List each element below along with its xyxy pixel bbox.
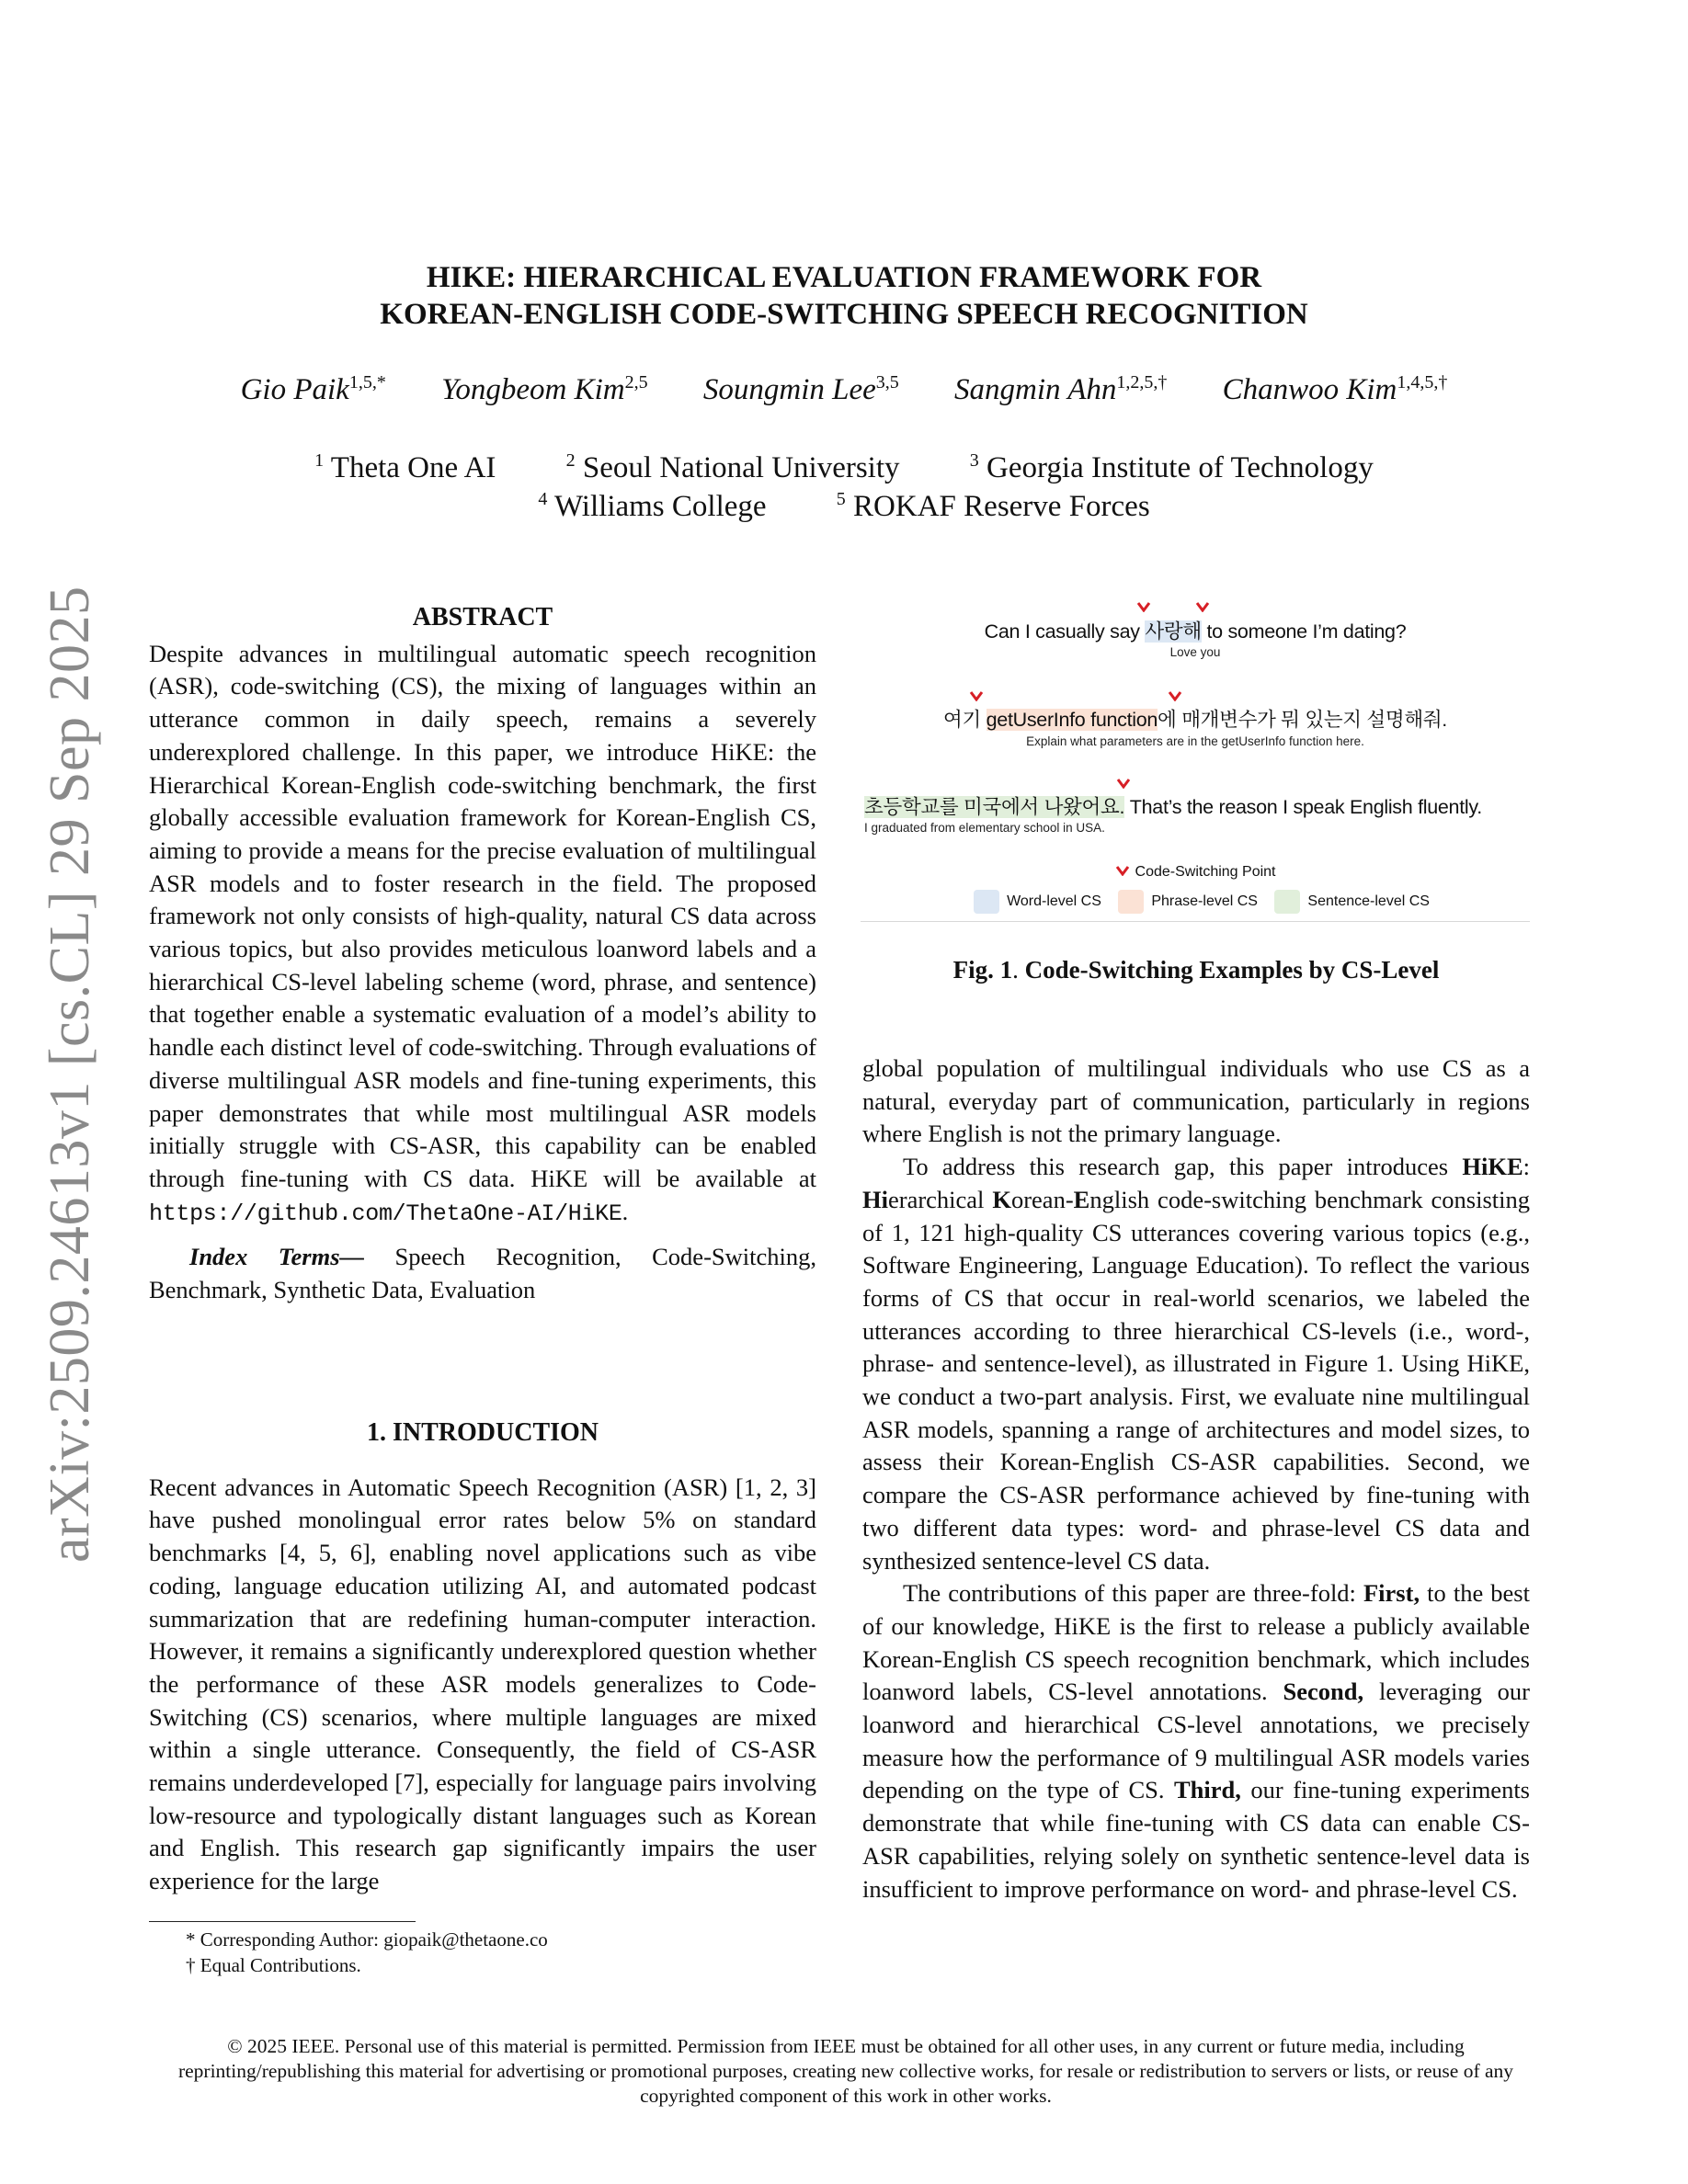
author: Soungmin Lee$^{3,5}$: [702, 372, 899, 406]
index-terms: Index Terms— Speech Recognition, Code-Switching, Benchmark, Synthetic Data, Evaluation: [149, 1243, 816, 1304]
arxiv-stamp: arXiv:2509.24613v1 [cs.CL] 29 Sep 2025: [39, 586, 101, 1563]
cs-point-chevron-icon: [1168, 690, 1182, 701]
example-3-translation: I graduated from elementary school in USA.: [864, 821, 1105, 835]
affiliations-row-1: [0, 450, 1688, 485]
author: Sangmin Ahn$^{1,2,5,\dagger}$: [954, 372, 1168, 406]
intro-paragraph-3: The contributions of this paper are three-fold: First, to the best of our knowledge, HiKE is the first to release a publicly available Korean-English CS speech recognition benchmark, which includes loanword labels, CS-level annotations. Second, leveraging our loanword and hierarchical CS-level annotations, we precisely measure how the performance of 9 multilingual ASR models varies depending on the type of CS. Third, our fine-tuning experiments demonstrate that while fine-tuning with CS data can enable CS-ASR capabilities, relying solely on synthetic sentence-level data is insufficient to improve performance on word- and phrase-level CS.: [862, 1579, 1530, 1903]
affiliation: $^1$ Theta One AI: [314, 450, 496, 484]
legend-levels: Word-level CS Phrase-level CS Sentence-level CS: [861, 890, 1530, 914]
example-phrase-level: 여기 getUserInfo function에 매개변수가 뭐 있는지 설명해줘.: [943, 709, 1447, 731]
chevron-down-icon: [1115, 864, 1130, 881]
phrase-level-highlight: getUserInfo function: [986, 709, 1158, 731]
figure-1-caption: Fig. 1. Code-Switching Examples by CS-Level: [952, 956, 1440, 984]
word-level-highlight: 사랑해: [1145, 620, 1202, 643]
introduction-heading: 1. INTRODUCTION: [366, 1418, 599, 1447]
affiliation: $^5$ ROKAF Reserve Forces: [836, 489, 1150, 523]
intro-paragraph-1: Recent advances in Automatic Speech Recognition (ASR) [1, 2, 3] have pushed monolingual error rates below 5% on standard benchmarks [4, 5, 6], enabling novel applications such as vibe coding, language education utilizing AI, and automated podcast summarization that are redefining human-computer interaction. However, it remains a significantly underexplored question whether the performance of these ASR models generalizes to Code-Switching (CS) scenarios, where multiple languages are mixed within a single utterance. Consequently, the field of CS-ASR remains underdeveloped [7], especially for language pairs involving low-resource and typologically distant languages such as Korean and English. This research gap significantly impairs the user experience for the large: [149, 1473, 816, 1895]
intro-paragraph-1-continued: global population of multilingual individuals who use CS as a natural, everyday part of communication, particularly in regions where English is not the primary language.: [862, 1054, 1530, 1148]
title-line-2: KOREAN-ENGLISH CODE-SWITCHING SPEECH RECOGNITION: [380, 298, 1308, 331]
author-list: [0, 372, 1688, 407]
affiliation: $^2$ Seoul National University: [565, 450, 900, 484]
cs-point-chevron-icon: [1136, 601, 1151, 612]
example-word-level: Can I casually say 사랑해 to someone I’m dating?: [984, 620, 1407, 643]
affiliation: $^4$ Williams College: [538, 489, 767, 523]
abstract-text: Despite advances in multilingual automatic speech recognition (ASR), code-switching (CS), the mixing of languages within an utterance common in daily speech, remains a severely underexplored challenge. In this paper, we introduce HiKE: the Hierarchical Korean-English code-switching benchmark, the first globally accessible evaluation framework for Korean-English CS, aiming to provide a means for the precise evaluation of multilingual ASR models and to foster research in the field. The proposed framework not only consists of high-quality, natural CS data across various topics, but also provides meticulous loanword labels and a hierarchical CS-level labeling scheme (word, phrase, and sentence) that together enable a systematic evaluation of a model’s ability to handle each distinct level of code-switching. Through evaluations of diverse multilingual ASR models and fine-tuning experiments, this paper demonstrates that while most multilingual ASR models initially struggle with CS-ASR, this capability can be enabled through fine-tuning with CS data. HiKE will be available at https://github.com/ThetaOne-AI/HiKE.: [149, 639, 816, 1227]
author: Chanwoo Kim$^{1,4,5,\dagger}$: [1222, 372, 1448, 406]
example-1-translation: Love you: [1169, 645, 1221, 659]
abstract-heading: ABSTRACT: [412, 603, 553, 631]
copyright-notice: © 2025 IEEE. Personal use of this material is permitted. Permission from IEEE must be obtained for all other uses, in any current or future media, including reprinting/republishing this material for advertising or promotional purposes, creating new collective works, for resale or redistribution to servers or lists, or reuse of any copyrighted component of this work in other works.: [177, 2035, 1514, 2107]
example-2-translation: Explain what parameters are in the getUserInfo function here.: [1026, 734, 1364, 748]
author: Yongbeom Kim$^{2,5}$: [441, 372, 648, 406]
footnote-divider: [149, 1921, 416, 1922]
abstract-section: [149, 601, 816, 1307]
cs-point-chevron-icon: [969, 690, 984, 701]
cs-point-chevron-icon: [1116, 778, 1131, 789]
introduction-section: [149, 1416, 816, 1898]
equal-contribution-note: † Equal Contributions.: [186, 1954, 361, 1976]
footnotes: [186, 1927, 548, 1978]
sentence-level-highlight: 초등학교를 미국에서 나왔어요.: [864, 796, 1125, 818]
intro-paragraph-2: To address this research gap, this paper introduces HiKE: Hierarchical Korean-English code-switching benchmark consisting of 1, 121 high-quality CS utterances covering various topics (e.g., Software Engineering, Language Education). To reflect the various forms of CS that occur in real-world scenarios, we labeled the utterances according to three hierarchical CS-levels (i.e., word-, phrase- and sentence-level), as illustrated in Figure 1. Using HiKE, we conduct a two-part analysis. First, we evaluate nine multilingual ASR models, spanning a range of architectures and model sizes, to assess their Korean-English CS-ASR capabilities. Second, we compare the CS-ASR performance achieved by fine-tuning with two different data types: word- and phrase-level CS data and synthesized sentence-level CS data.: [862, 1153, 1530, 1575]
example-sentence-level: 초등학교를 미국에서 나왔어요. That’s the reason I speak English fluently.: [864, 796, 1482, 818]
title-line-1: HIKE: HIERARCHICAL EVALUATION FRAMEWORK FOR: [426, 261, 1262, 294]
introduction-continued: [862, 1052, 1530, 1905]
affiliations-row-2: [0, 489, 1688, 524]
paper-title: [0, 259, 1688, 333]
author: Gio Paik$^{1,5,*}$: [240, 372, 386, 406]
github-link[interactable]: https://github.com/ThetaOne-AI/HiKE: [149, 1200, 622, 1227]
phrase-level-swatch: [1118, 890, 1144, 914]
figure-1: [861, 597, 1530, 922]
word-level-swatch: [974, 890, 999, 914]
cs-point-chevron-icon: [1195, 601, 1210, 612]
sentence-level-swatch: [1274, 890, 1300, 914]
legend-cs-point: Code-Switching Point: [861, 864, 1530, 881]
affiliation: $^3$ Georgia Institute of Technology: [969, 450, 1374, 484]
corresponding-author-note: * Corresponding Author: giopaik@thetaone.co: [186, 1928, 548, 1951]
